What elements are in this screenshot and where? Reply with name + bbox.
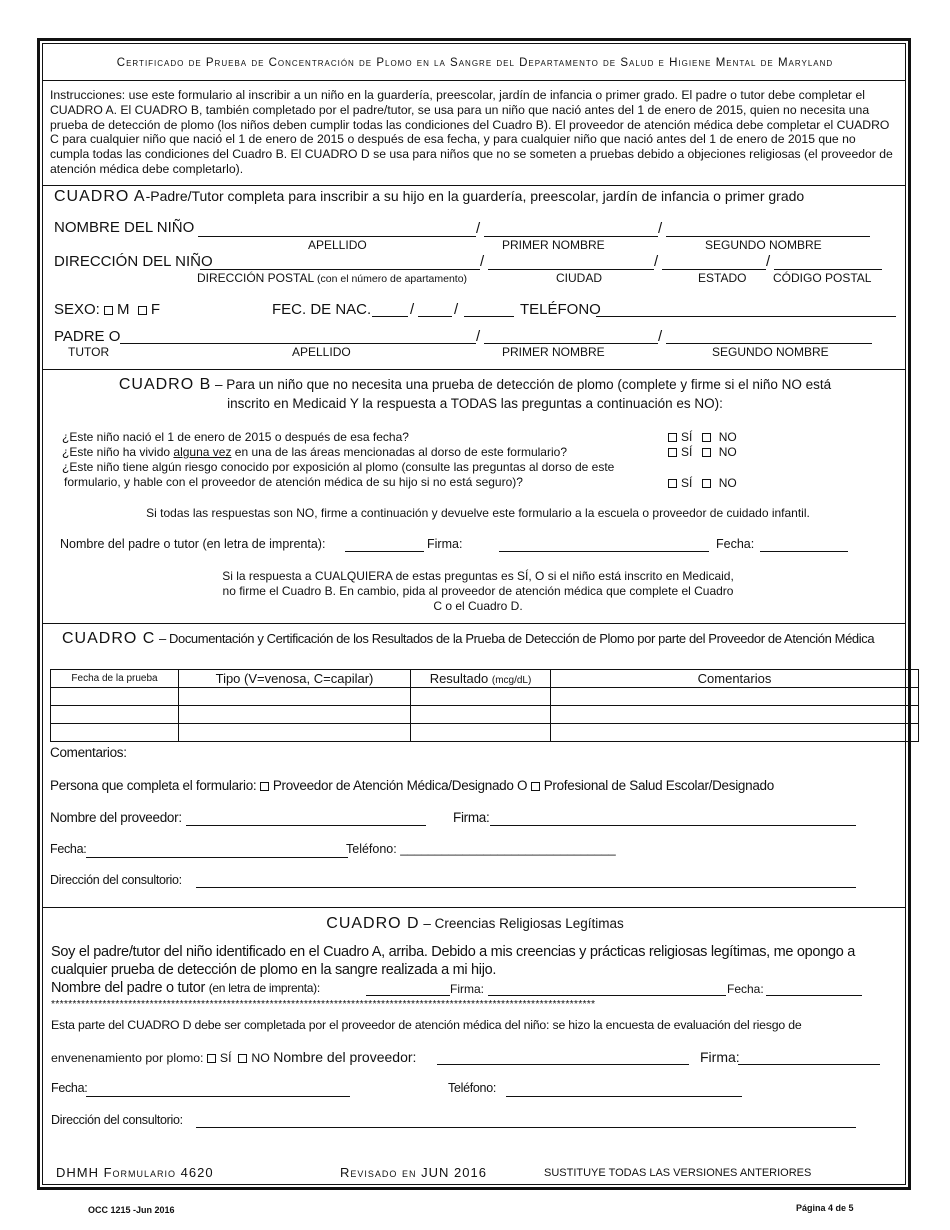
parent-middle-name-field[interactable] [666, 343, 872, 344]
test-results-table [50, 669, 919, 742]
instructions-label: Instrucciones: [50, 88, 126, 102]
child-first-name-field[interactable] [484, 236, 658, 237]
signature-label: Firma: [427, 537, 463, 551]
parent-label: PADRE O [54, 328, 121, 345]
signature-field[interactable] [499, 551, 709, 552]
if-yes-note-3: C o el Cuadro D. [433, 599, 523, 613]
table-cell[interactable] [551, 706, 919, 724]
divider [42, 185, 906, 186]
phone-field[interactable] [596, 316, 896, 317]
separator-stars: ******************************************************************************************************************************* [51, 998, 596, 1010]
office-address-field[interactable] [196, 887, 856, 888]
segundo-nombre-caption: SEGUNDO NOMBRE [705, 238, 822, 252]
q3-answer: SÍ NO [668, 476, 737, 490]
date-field[interactable] [86, 1096, 350, 1097]
q1-no-checkbox[interactable] [702, 433, 711, 442]
tutor-label: TUTOR [68, 345, 110, 359]
column-header: Comentarios [551, 670, 919, 688]
date-label: Fecha: [51, 1081, 88, 1095]
provider-checkbox[interactable] [260, 782, 269, 791]
table-cell[interactable] [551, 724, 919, 742]
date-label: Fecha: [50, 842, 87, 856]
slash: / [476, 328, 481, 345]
dob-label: FEC. DE NAC. [272, 301, 372, 318]
slash: / [480, 253, 485, 270]
provider-name-field[interactable] [437, 1064, 689, 1065]
page-number: Página 4 de 5 [796, 1203, 854, 1213]
signature-field[interactable] [738, 1064, 880, 1065]
question-2: ¿Este niño ha vivido alguna vez en una de las áreas mencionadas al dorso de este formulario? [62, 445, 567, 459]
divider [42, 80, 906, 81]
estado-caption: ESTADO [698, 271, 747, 285]
cuadro-b-intro-2: inscrito en Medicaid Y la respuesta a TODAS las preguntas a continuación es NO): [227, 396, 723, 411]
q2-si-checkbox[interactable] [668, 448, 677, 457]
date-field[interactable] [766, 995, 862, 996]
office-address-label: Dirección del consultorio: [50, 873, 182, 887]
slash: / [454, 301, 459, 318]
q1-si-checkbox[interactable] [668, 433, 677, 442]
zip-field[interactable] [774, 269, 882, 270]
postal-address-field[interactable] [200, 269, 480, 270]
dob-year-field[interactable] [464, 316, 514, 317]
signature-field[interactable] [488, 995, 726, 996]
table-header [51, 670, 919, 688]
apellido-caption: APELLIDO [292, 345, 351, 359]
column-header: Resultado (mcg/dL) [411, 670, 551, 688]
city-field[interactable] [488, 269, 654, 270]
sex-field: SEXO: M F [54, 301, 161, 318]
date-label: Fecha: [727, 982, 764, 996]
child-name-label: NOMBRE DEL NIÑO [54, 219, 195, 236]
instructions-text: use este formulario al inscribir a un niño en la guardería, preescolar, jardín de infancia o primer grado. El padre o tutor debe completar el CUADRO A. El CUADRO B, también completado por el padre/tutor, se usa para un niño que nació antes del 1 de enero de 2015, quien no necesita una prueba de detección de plomo (los niños deben cumplir todas las condiciones del Cuadro B). El proveedor de atención médica debe completar el CUADRO C para cualquier niño que nació el 1 de enero de 2015 o después de esa fecha, y para cualquier niño que nació antes del 1 de enero de 2015 que no cumpla todas las condiciones del Cuadro B. El CUADRO D se usa para niños que no se someten a pruebas debido a objeciones religiosas (el proveedor de atención médica debe completarlo). [50, 88, 893, 176]
column-header: Tipo (V=venosa, C=capilar) [179, 670, 411, 688]
table-row [51, 724, 919, 742]
table-cell[interactable] [411, 688, 551, 706]
parent-name-label: Nombre del padre o tutor (en letra de imprenta): [51, 980, 320, 996]
table-row [51, 706, 919, 724]
slash: / [766, 253, 771, 270]
form-number: DHMH Formulario 4620 [56, 1165, 214, 1180]
office-address-label: Dirección del consultorio: [51, 1113, 183, 1127]
form-inner-border [42, 43, 906, 1185]
table-cell[interactable] [179, 724, 411, 742]
if-yes-note-1: Si la respuesta a CUALQUIERA de estas preguntas es SÍ, O si el niño está inscrito en Medicaid, [222, 569, 734, 583]
date-field[interactable] [86, 857, 348, 858]
signature-label: Firma: [450, 982, 484, 996]
phone-field[interactable] [506, 1096, 742, 1097]
codigo-postal-caption: CÓDIGO POSTAL [773, 271, 872, 285]
provider-name-label: Nombre del proveedor: [50, 810, 182, 825]
survey-si-checkbox[interactable] [207, 1054, 216, 1063]
sex-m-checkbox[interactable] [104, 306, 113, 315]
signature-label: Firma: [700, 1049, 740, 1065]
dob-month-field[interactable] [372, 316, 408, 317]
parent-first-name-field[interactable] [484, 343, 658, 344]
signature-field[interactable] [490, 825, 856, 826]
table-cell[interactable] [51, 706, 179, 724]
table-cell[interactable] [179, 688, 411, 706]
cuadro-c-heading: CUADRO C – Documentación y Certificación de los Resultados de la Prueba de Detección de Plomo por parte del Proveedor de Atención Médica [62, 630, 875, 647]
parent-name-print-label: Nombre del padre o tutor (en letra de imprenta): [60, 537, 326, 551]
form-title: Certificado de Prueba de Concentración de Plomo en la Sangre del Departamento de Salud e Higiene Mental de Maryland [116, 57, 834, 69]
survey-no-checkbox[interactable] [238, 1054, 247, 1063]
parent-last-name-field[interactable] [120, 343, 476, 344]
phone-field[interactable]: Teléfono: _______________________________ [346, 842, 616, 856]
slash: / [654, 253, 659, 270]
q2-answer: SÍ NO [668, 445, 737, 459]
signature-label: Firma: [453, 810, 490, 825]
cuadro-b-intro: CUADRO B – Para un niño que no necesita una prueba de detección de plomo (complete y firme si el niño NO está [118, 376, 832, 393]
divider [42, 369, 906, 370]
parent-name-field[interactable] [366, 995, 450, 996]
cuadro-a-heading: CUADRO A-Padre/Tutor completa para inscribir a su hijo en la guardería, preescolar, jardín de infancia o primer grado [54, 188, 805, 205]
date-label: Fecha: [716, 537, 755, 551]
table-cell[interactable] [179, 706, 411, 724]
instructions [50, 88, 895, 177]
if-yes-note-2: no firme el Cuadro B. En cambio, pida al proveedor de atención médica que complete el Cuadro [222, 584, 734, 598]
slash: / [410, 301, 415, 318]
slash: / [658, 220, 663, 237]
parent-name-print-field[interactable] [345, 551, 424, 552]
religious-statement: Soy el padre/tutor del niño identificado en el Cuadro A, arriba. Debido a mis creencias y prácticas religiosas legítimas, me opongo a [51, 944, 855, 960]
table-cell[interactable] [51, 688, 179, 706]
ciudad-caption: CIUDAD [556, 271, 603, 285]
office-address-field[interactable] [196, 1127, 856, 1128]
segundo-nombre-caption: SEGUNDO NOMBRE [712, 345, 829, 359]
divider [42, 623, 906, 624]
primer-nombre-caption: PRIMER NOMBRE [502, 238, 605, 252]
lead-risk-survey: envenenamiento por plomo: SÍ NO Nombre del proveedor: [51, 1049, 417, 1065]
table-cell[interactable] [51, 724, 179, 742]
provider-part-note: Esta parte del CUADRO D debe ser completada por el proveedor de atención médica del niño: se hizo la encuesta de evaluación del riesgo de [51, 1018, 802, 1032]
direccion-postal-caption: DIRECCIÓN POSTAL (con el número de apartamento) [197, 271, 468, 285]
person-completing: Persona que completa el formulario: Proveedor de Atención Médica/Designado O Profesional de Salud Escolar/Designado [50, 778, 774, 793]
slash: / [476, 220, 481, 237]
child-last-name-field[interactable] [198, 236, 476, 237]
question-3: ¿Este niño tiene algún riesgo conocido por exposición al plomo (consulte las preguntas al dorso de este [62, 460, 615, 474]
child-address-label: DIRECCIÓN DEL NIÑO [54, 253, 213, 270]
date-field[interactable] [760, 551, 848, 552]
child-middle-name-field[interactable] [666, 236, 870, 237]
provider-name-field[interactable] [186, 825, 426, 826]
revised-date: Revisado en JUN 2016 [340, 1165, 487, 1180]
phone-label: TELÉFONO [520, 301, 601, 318]
dob-day-field[interactable] [418, 316, 452, 317]
primer-nombre-caption: PRIMER NOMBRE [502, 345, 605, 359]
question-3-cont: formulario, y hable con el proveedor de atención médica de su hijo si no está seguro)? [64, 475, 523, 489]
table-cell[interactable] [411, 706, 551, 724]
replaces-note: SUSTITUYE TODAS LAS VERSIONES ANTERIORES [544, 1167, 812, 1179]
table-cell[interactable] [411, 724, 551, 742]
phone-label: Teléfono: [448, 1081, 497, 1095]
column-header: Fecha de la prueba [51, 670, 179, 688]
occ-code: OCC 1215 -Jun 2016 [88, 1205, 175, 1215]
q1-answer: SÍ NO [668, 430, 737, 444]
religious-statement-2: cualquier prueba de detección de plomo en la sangre realizada a mi hijo. [51, 962, 497, 978]
divider [42, 907, 906, 908]
table-cell[interactable] [551, 688, 919, 706]
cuadro-d-heading: CUADRO D – Creencias Religiosas Legítimas [326, 915, 624, 932]
comments-label: Comentarios: [50, 745, 127, 760]
q2-no-checkbox[interactable] [702, 448, 711, 457]
q3-si-checkbox[interactable] [668, 479, 677, 488]
sex-f-checkbox[interactable] [138, 306, 147, 315]
school-health-checkbox[interactable] [531, 782, 540, 791]
slash: / [658, 328, 663, 345]
question-1: ¿Este niño nació el 1 de enero de 2015 o después de esa fecha? [62, 430, 409, 444]
apellido-caption: APELLIDO [308, 238, 367, 252]
state-field[interactable] [662, 269, 766, 270]
if-all-no-note: Si todas las respuestas son NO, firme a continuación y devuelve este formulario a la escuela o proveedor de cuidado infantil. [146, 506, 810, 520]
q3-no-checkbox[interactable] [702, 479, 711, 488]
table-row [51, 688, 919, 706]
